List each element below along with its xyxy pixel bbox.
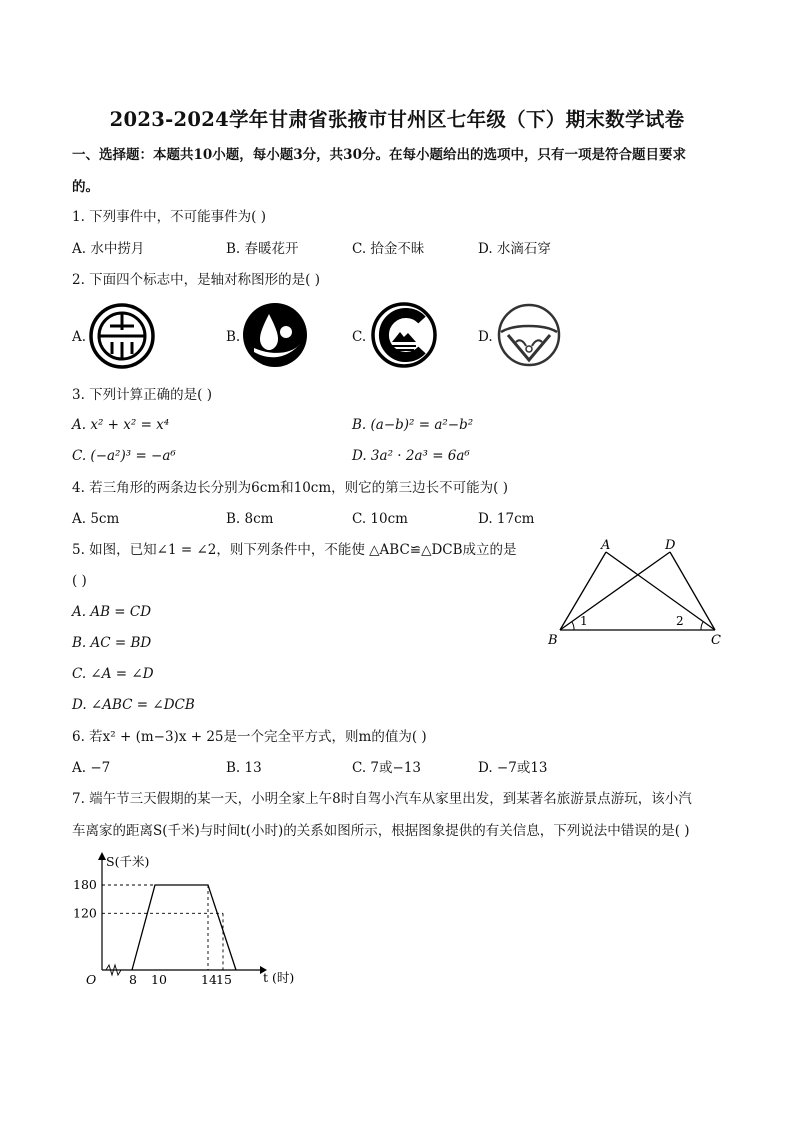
- point-b-label: B: [548, 633, 558, 648]
- q6-stem: 6. 若x² + (m−3)x + 25是一个完全平方式，则m的值为( ): [72, 729, 427, 745]
- angle-1-label: 1: [580, 614, 588, 628]
- x-tick-10: 10: [151, 972, 167, 987]
- q7-stem-line1: 7. 端午节三天假期的某一天，小明全家上午8时自驾小汽车从家里出发，到某著名旅游景点游玩，该小汽: [72, 791, 692, 807]
- q1-option-c: C. 拾金不昧: [352, 241, 425, 257]
- y-axis-arrow: [98, 852, 106, 860]
- q5-option-b: B. AC = BD: [72, 635, 152, 651]
- angle-2-arc: [701, 622, 703, 630]
- angle-1-arc: [572, 622, 574, 630]
- segment-bd: [560, 552, 670, 630]
- q4-stem: 4. 若三角形的两条边长分别为6cm和10cm，则它的第三边长不可能为( ): [72, 480, 508, 496]
- q3-option-a: A. x² + x² = x⁴: [72, 417, 170, 433]
- x-tick-15: 15: [216, 972, 232, 987]
- q5-option-a: A. AB = CD: [72, 604, 152, 620]
- q6-option-d: D. −7或13: [478, 760, 548, 776]
- q4-option-d: D. 17cm: [478, 511, 535, 527]
- section-heading-cont: 的。: [72, 179, 99, 195]
- q1-option-a: A. 水中捞月: [72, 241, 145, 257]
- q2-label-a: A.: [72, 329, 87, 345]
- q6-option-c: C. 7或−13: [352, 760, 422, 776]
- point-a-label: A: [601, 538, 611, 553]
- distance-time-chart: [70, 848, 310, 993]
- section-heading: 一、选择题：本题共10小题，每小题3分，共30分。在每小题给出的选项中，只有一项是符合题目要求: [72, 147, 686, 163]
- q1-option-b: B. 春暖花开: [226, 241, 299, 257]
- origin-label: O: [86, 972, 97, 987]
- q2-label-d: D.: [478, 329, 493, 345]
- q6-option-b: B. 13: [226, 760, 262, 776]
- q6-option-a: A. −7: [72, 760, 111, 776]
- q5-stem: 5. 如图，已知∠1 = ∠2，则下列条件中，不能使 △ABC≌△DCB成立的是: [72, 542, 517, 558]
- circle-logo-a-icon: [88, 302, 156, 370]
- x-tick-14: 14: [201, 972, 217, 987]
- q2-stem: 2. 下面四个标志中，是轴对称图形的是( ): [72, 272, 320, 288]
- y-tick-120: 120: [73, 905, 97, 921]
- q4-option-a: A. 5cm: [72, 511, 120, 527]
- v-wing-logo-icon: [496, 302, 562, 368]
- q5-option-c: C. ∠A = ∠D: [72, 666, 154, 682]
- triangle-figure: [540, 536, 730, 652]
- q1-option-d: D. 水滴石穿: [478, 241, 551, 257]
- y-tick-180: 180: [73, 877, 97, 892]
- distance-line: [132, 885, 236, 970]
- angle-2-label: 2: [676, 614, 684, 628]
- water-drop-logo-icon: [242, 300, 308, 370]
- point-c-label: C: [711, 633, 721, 648]
- q3-stem: 3. 下列计算正确的是( ): [72, 387, 212, 403]
- q3-option-c: C. (−a²)³ = −a⁶: [72, 448, 176, 464]
- point-d-label: D: [665, 538, 676, 553]
- q4-option-b: B. 8cm: [226, 511, 274, 527]
- q5-option-d: D. ∠ABC = ∠DCB: [72, 697, 195, 713]
- q2-label-b: B.: [226, 329, 241, 345]
- x-tick-8: 8: [129, 972, 137, 987]
- q4-option-c: C. 10cm: [352, 511, 408, 527]
- y-axis-label: S(千米): [106, 854, 150, 869]
- q1-stem: 1. 下列事件中，不可能事件为( ): [72, 209, 266, 225]
- q3-option-b: B. (a−b)² = a²−b²: [352, 417, 474, 433]
- q3-option-d: D. 3a² · 2a³ = 6a⁶: [352, 448, 470, 464]
- q7-stem-line2: 车离家的距离S(千米)与时间t(小时)的关系如图所示，根据图象提供的有关信息，下列说法中错误的是( ): [72, 823, 690, 839]
- q5-stem-paren: ( ): [72, 573, 87, 589]
- segment-ac: [606, 552, 715, 630]
- letter-c-logo-icon: [370, 300, 438, 370]
- page-title: 2023-2024学年甘肃省张掖市甘州区七年级（下）期末数学试卷: [109, 108, 685, 131]
- x-axis-label: t (时): [263, 970, 295, 985]
- q2-label-c: C.: [352, 329, 367, 345]
